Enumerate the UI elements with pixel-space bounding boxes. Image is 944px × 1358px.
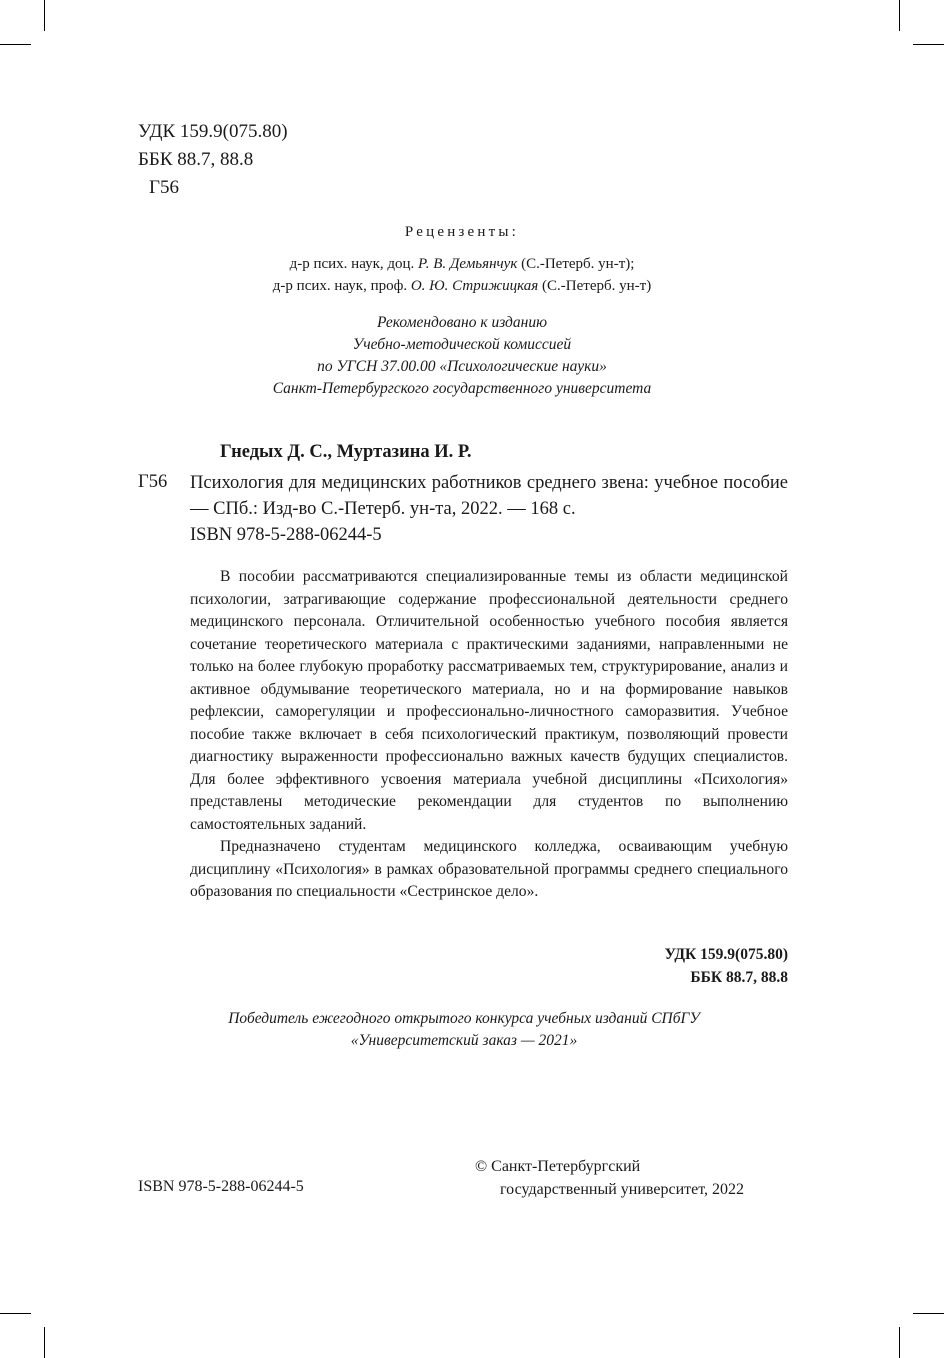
crop-mark-top-left-horizontal: [0, 44, 31, 45]
recommendation-line: Рекомендовано к изданию: [376, 314, 548, 331]
crop-mark-top-right-vertical: [899, 0, 900, 31]
crop-mark-bottom-right-horizontal: [913, 1313, 944, 1314]
author-mark-margin: Г56: [138, 472, 168, 492]
reviewers-heading: Рецензенты:: [404, 224, 520, 240]
classification-codes: [138, 118, 288, 202]
bbk-code-bold: ББК 88.7, 88.8: [690, 968, 788, 986]
bibliographic-record: [190, 470, 788, 548]
reviewer-affiliation: (С.-Петерб. ун-т): [542, 278, 652, 294]
copyright-line: государственный университет, 2022: [500, 1181, 745, 1198]
reviewer-line: [190, 275, 734, 297]
author-mark: Г56: [149, 177, 179, 198]
isbn: ISBN 978-5-288-06244-5: [190, 525, 382, 545]
award-line: Победитель ежегодного открытого конкурса учебных изданий СПбГУ: [228, 1010, 700, 1027]
reviewer-line: [190, 253, 734, 275]
bibliographic-description: Психология для медицинских работников среднего звена: учебное пособие — СПб.: Изд-во С.-Петерб. ун-та, 2022. — 168 с.: [190, 473, 788, 519]
reviewer-affiliation: (С.-Петерб. ун-т);: [521, 256, 635, 272]
award-note: [150, 1008, 778, 1052]
isbn-imprint: ISBN 978-5-288-06244-5: [138, 1178, 304, 1195]
annotation-paragraph: В пособии рассматриваются специализированные темы из области медицинской психологии, затрагивающие содержание профессиональной деятельности среднего медицинского персонала. Отличительной особенностью учебного пособия является сочетание теоретического материала с практическими заданиями, направленными не только на более глубокую проработку рассматриваемых тем, структурирование, анализ и активное обдумывание теоретического материала, но и на формирование навыков рефлексии, саморегуляции и профессионально-личностного саморазвития. Учебное пособие также включает в себя психологический практикум, позволяющий провести диагностику выраженности профессионально важных качеств будущих специалистов. Для более эффективного усвоения материала учебной дисциплины «Психология» представлены методические рекомендации для студентов по выполнению самостоятельных заданий.: [190, 568, 788, 833]
crop-mark-top-right-horizontal: [913, 44, 944, 45]
udk-code-bold: УДК 159.9(075.80): [664, 946, 788, 963]
copyright-line: © Санкт-Петербургский: [475, 1158, 641, 1175]
award-line: «Университетский заказ — 2021»: [350, 1032, 578, 1049]
recommendation-line: Учебно-методической комиссией: [352, 336, 572, 353]
reviewer-name: Р. В. Демьянчук: [418, 256, 518, 272]
recommendation-line: Санкт-Петербургского государственного университета: [272, 380, 652, 397]
crop-mark-bottom-left-horizontal: [0, 1313, 31, 1314]
annotation: [190, 566, 788, 904]
copyright: [475, 1155, 744, 1201]
crop-mark-bottom-left-vertical: [44, 1327, 45, 1358]
bbk-code: ББК 88.7, 88.8: [138, 149, 254, 170]
reviewer-degree: д-р псих. наук, проф.: [272, 278, 408, 294]
crop-mark-bottom-right-vertical: [899, 1327, 900, 1358]
authors: Гнедых Д. С., Муртазина И. Р.: [220, 442, 472, 462]
reviewer-degree: д-р псих. наук, доц.: [289, 256, 415, 272]
reviewer-name: О. Ю. Стрижицкая: [410, 278, 539, 294]
udk-code: УДК 159.9(075.80): [138, 121, 288, 142]
crop-mark-top-left-vertical: [44, 0, 45, 31]
reviewers-block: [190, 221, 734, 297]
annotation-paragraph: Предназначено студентам медицинского колледжа, осваивающим учебную дисциплину «Психология» в рамках образовательной программы среднего специального образования по специальности «Сестринское дело».: [190, 838, 788, 900]
recommendation-line: по УГСН 37.00.00 «Психологические науки»: [317, 358, 607, 375]
recommendation-block: [190, 312, 734, 400]
footer-classification-codes: [665, 944, 788, 989]
